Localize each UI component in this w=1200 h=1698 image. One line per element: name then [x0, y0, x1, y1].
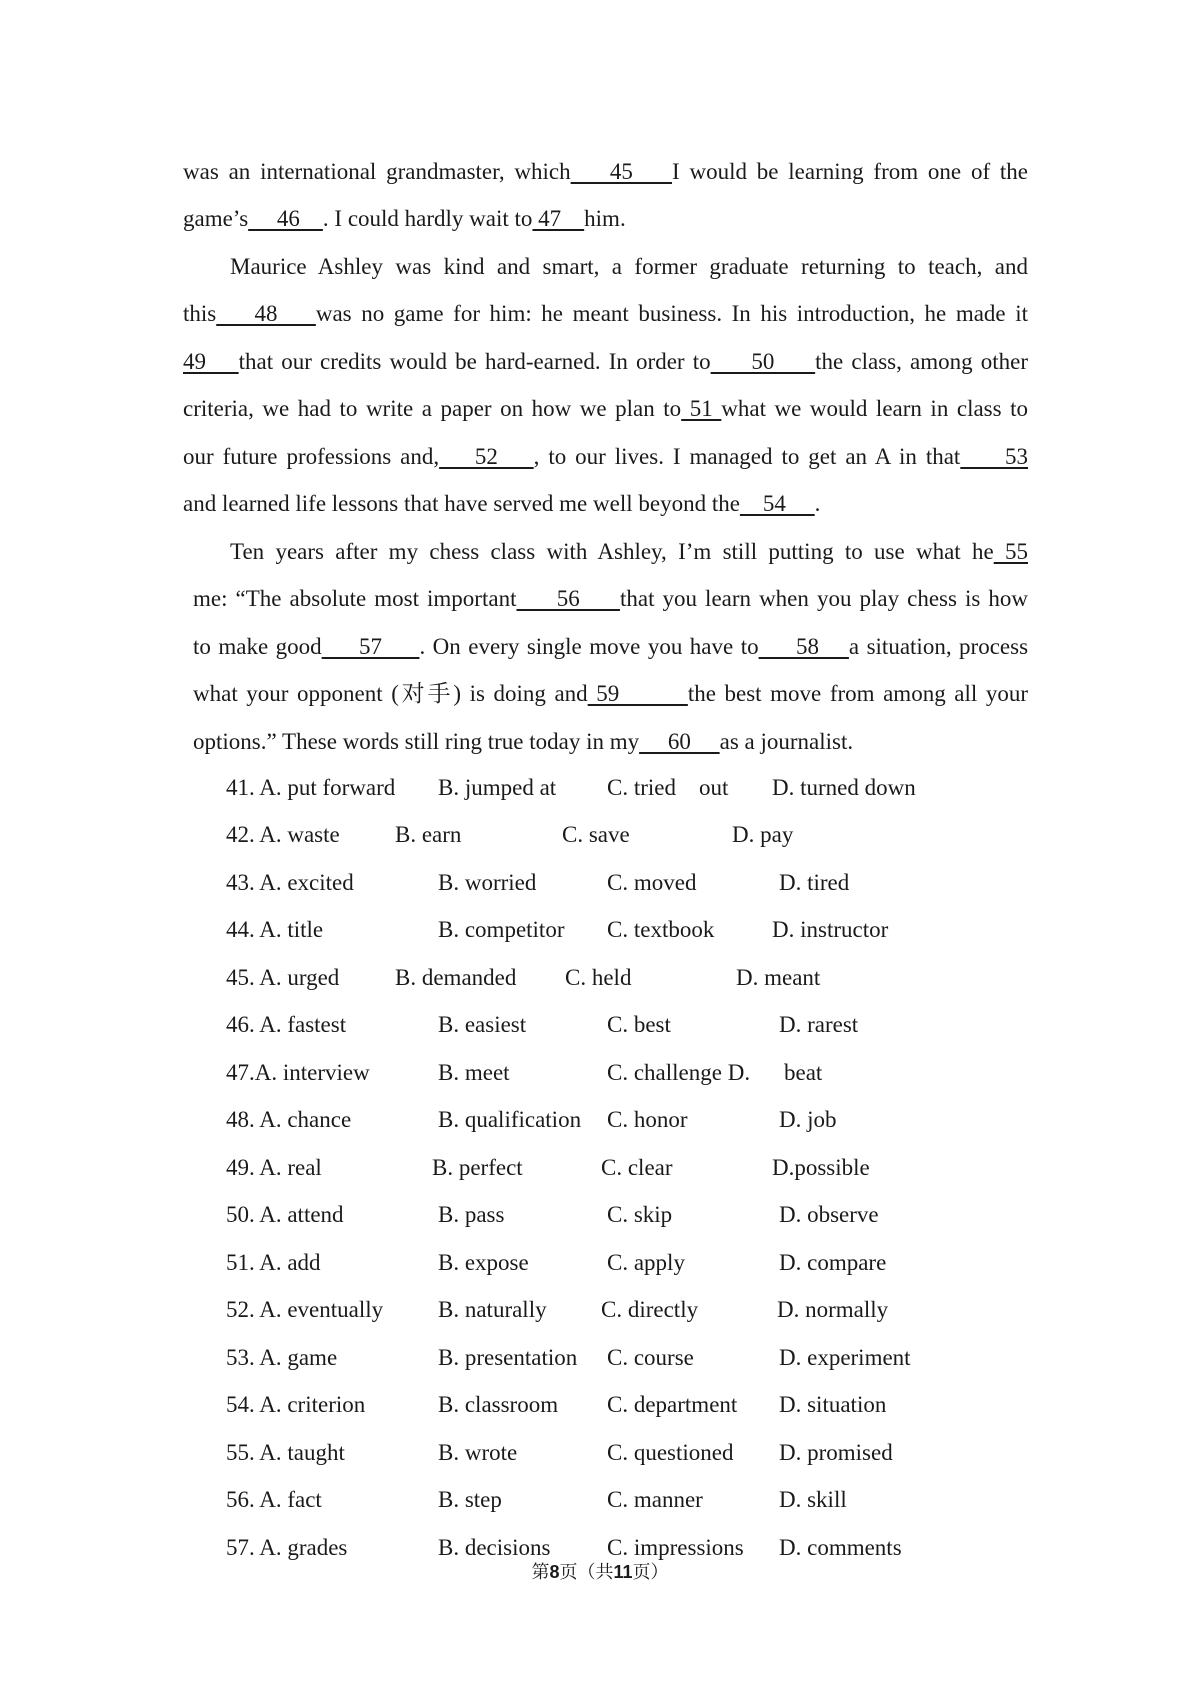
option-d: D. skill	[779, 1487, 847, 1512]
question-row-53	[0, 1343, 1200, 1373]
option-b: B. expose	[438, 1250, 529, 1275]
option-a: 45. A. urged	[226, 965, 340, 990]
question-row-57	[0, 1533, 1200, 1563]
option-b: B. decisions	[438, 1535, 551, 1560]
option-a: 44. A. title	[226, 917, 324, 942]
blank-55: 55	[993, 539, 1028, 564]
question-row-44	[0, 915, 1200, 945]
option-a: 46. A. fastest	[226, 1012, 347, 1037]
option-b: B. easiest	[438, 1012, 527, 1037]
option-c: C. questioned	[607, 1440, 734, 1465]
question-row-51	[0, 1248, 1200, 1278]
option-c: C. moved	[607, 870, 697, 895]
option-d: D.possible	[772, 1155, 870, 1180]
option-d: D. promised	[779, 1440, 893, 1465]
option-d: D. comments	[779, 1535, 902, 1560]
option-c: C. department	[607, 1392, 738, 1417]
option-a: 42. A. waste	[226, 822, 340, 847]
option-d: D. rarest	[779, 1012, 859, 1037]
question-row-52	[0, 1295, 1200, 1325]
passage-line-7: our future professions and, 52 , to our lives. I managed to get an A in that 53	[183, 444, 1029, 469]
blank-53: 53	[960, 444, 1029, 469]
option-a: 52. A. eventually	[226, 1297, 384, 1322]
option-b: B. naturally	[438, 1297, 547, 1322]
blank-50: 50	[710, 349, 816, 374]
passage-line-4: this 48 was no game for him: he meant business. In his introduction, he made it	[183, 301, 1029, 326]
blank-49: 49	[183, 349, 239, 374]
option-a: 53. A. game	[226, 1345, 338, 1370]
question-row-43	[0, 868, 1200, 898]
option-a: 48. A. chance	[226, 1107, 352, 1132]
passage-line-10: me: “The absolute most important 56 that you learn when you play chess is how	[193, 586, 1029, 611]
blank-54: 54	[739, 491, 815, 516]
blank-48: 48	[216, 301, 316, 326]
option-c: C. manner	[607, 1487, 703, 1512]
option-a: 49. A. real	[226, 1155, 322, 1180]
option-b: B. worried	[438, 870, 537, 895]
option-b: B. wrote	[438, 1440, 518, 1465]
option-b: B. step	[438, 1487, 502, 1512]
blank-52: 52	[439, 444, 534, 469]
option-d: D. situation	[779, 1392, 887, 1417]
option-a: 51. A. add	[226, 1250, 321, 1275]
option-b: B. qualification	[438, 1107, 582, 1132]
option-d: beat	[784, 1060, 823, 1085]
question-row-55	[0, 1438, 1200, 1468]
question-row-54	[0, 1390, 1200, 1420]
option-c: C. tried out	[607, 775, 729, 800]
option-b: B. jumped at	[438, 775, 557, 800]
blank-46: 46	[248, 206, 323, 231]
option-c: C. clear	[601, 1155, 673, 1180]
option-c: C. textbook	[607, 917, 715, 942]
total-pages: 11	[613, 1562, 633, 1582]
blank-51: 51	[681, 396, 722, 421]
passage-line-6: criteria, we had to write a paper on how we plan to 51 what we would learn in class to	[183, 396, 1029, 421]
option-b: B. classroom	[438, 1392, 559, 1417]
page-number: 8	[549, 1562, 560, 1582]
passage-line-12: what your opponent (对手) is doing and 59 the best move from among all your	[193, 681, 1028, 706]
option-b: B. perfect	[432, 1155, 523, 1180]
blank-57: 57	[321, 634, 420, 659]
option-b: B. pass	[438, 1202, 505, 1227]
option-d: D. experiment	[779, 1345, 911, 1370]
option-c: C. skip	[607, 1202, 673, 1227]
option-d: D. meant	[736, 965, 821, 990]
option-c: C. impressions	[607, 1535, 744, 1560]
option-c: C. course	[607, 1345, 694, 1370]
question-row-46	[0, 1010, 1200, 1040]
option-a: 54. A. criterion	[226, 1392, 366, 1417]
question-row-47	[0, 1058, 1200, 1088]
option-d: D. compare	[779, 1250, 887, 1275]
option-a: 47.A. interview	[226, 1060, 370, 1085]
question-row-42	[0, 820, 1200, 850]
option-c: C. held	[565, 965, 632, 990]
option-b: B. competitor	[438, 917, 565, 942]
option-c: C. honor	[607, 1107, 688, 1132]
option-a: 41. A. put forward	[226, 775, 396, 800]
option-a: 55. A. taught	[226, 1440, 345, 1465]
passage-line-3: Maurice Ashley was kind and smart, a former graduate returning to teach, and	[230, 254, 1028, 279]
option-b: B. earn	[395, 822, 462, 847]
page-footer: 第8页（共11页）	[531, 1562, 669, 1582]
blank-47: 47	[532, 206, 585, 231]
passage-line-11: to make good 57 . On every single move you have to 58 a situation, process	[193, 634, 1029, 659]
passage-line-13: options.” These words still ring true today in my 60 as a journalist.	[193, 729, 854, 754]
option-d: D. job	[779, 1107, 837, 1132]
blank-56: 56	[516, 586, 620, 611]
option-d: D. instructor	[772, 917, 889, 942]
option-b: B. presentation	[438, 1345, 578, 1370]
question-row-48	[0, 1105, 1200, 1135]
option-c: C. directly	[601, 1297, 699, 1322]
passage-line-2: game’s 46 . I could hardly wait to 47 him.	[183, 206, 626, 231]
question-row-50	[0, 1200, 1200, 1230]
question-row-56	[0, 1485, 1200, 1515]
option-a: 56. A. fact	[226, 1487, 322, 1512]
passage-line-5: 49 that our credits would be hard-earned. In order to 50 the class, among other	[183, 349, 1029, 374]
option-a: 50. A. attend	[226, 1202, 344, 1227]
option-d: D. tired	[779, 870, 850, 895]
blank-58: 58	[758, 634, 849, 659]
option-c: C. challenge D.	[607, 1060, 751, 1085]
blank-60: 60	[639, 729, 720, 754]
option-a: 57. A. grades	[226, 1535, 348, 1560]
blank-45: 45	[570, 159, 673, 184]
option-d: D. normally	[777, 1297, 889, 1322]
option-a: 43. A. excited	[226, 870, 354, 895]
blank-59: 59	[587, 681, 688, 706]
passage-line-8: and learned life lessons that have served me well beyond the 54 .	[183, 491, 821, 516]
question-row-45	[0, 963, 1200, 993]
option-c: C. best	[607, 1012, 671, 1037]
option-d: D. turned down	[772, 775, 916, 800]
question-row-41	[0, 773, 1200, 803]
option-c: C. apply	[607, 1250, 685, 1275]
passage-line-9: Ten years after my chess class with Ashley, I’m still putting to use what he 55	[230, 539, 1028, 564]
passage-line-1: was an international grandmaster, which 45 I would be learning from one of the	[183, 159, 1028, 184]
option-c: C. save	[562, 822, 630, 847]
option-d: D. observe	[779, 1202, 879, 1227]
option-d: D. pay	[732, 822, 794, 847]
option-b: B. demanded	[395, 965, 517, 990]
option-b: B. meet	[438, 1060, 510, 1085]
question-row-49	[0, 1153, 1200, 1183]
